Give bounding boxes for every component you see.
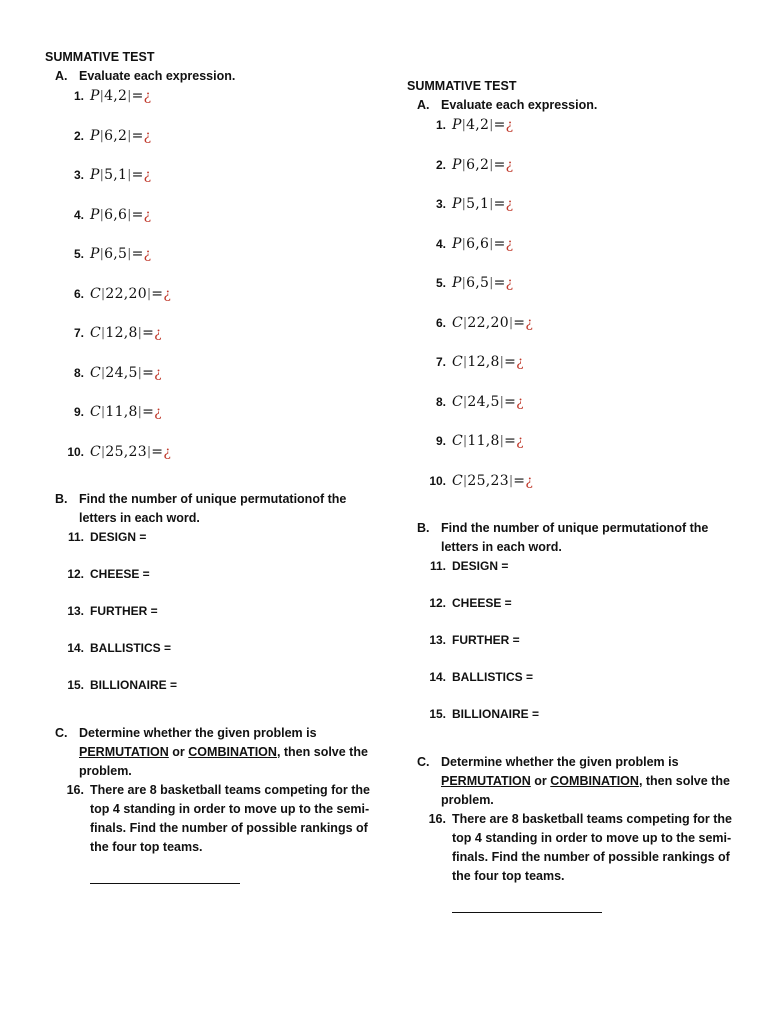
keyword-permutation: PERMUTATION	[79, 744, 169, 759]
expression-arguments: 22,20	[105, 285, 147, 302]
section-b-instruction: Find the number of unique permutationof the letters in each word.	[79, 491, 347, 525]
function-symbol: P	[90, 246, 100, 262]
word-item	[407, 594, 737, 612]
expression-arguments: 22,20	[467, 314, 509, 331]
right-bracket: |	[127, 206, 132, 221]
expression	[90, 88, 151, 104]
item-number: 14.	[429, 669, 446, 684]
expression-item	[407, 194, 737, 214]
word-text: FURTHER =	[452, 632, 520, 647]
function-symbol: C	[90, 443, 102, 460]
expression-item	[45, 442, 375, 462]
right-bracket: |	[499, 354, 505, 368]
word-text: BALLISTICS =	[90, 640, 172, 655]
right-bracket: |	[489, 117, 494, 131]
answer-placeholder: ¿	[505, 196, 514, 212]
item-number: 15.	[67, 677, 84, 692]
equals-sign: =	[504, 433, 517, 449]
answer-placeholder: ¿	[516, 393, 524, 410]
expression-item	[407, 115, 737, 135]
expression-item	[45, 363, 375, 383]
left-bracket: |	[101, 325, 106, 339]
answer-line	[452, 912, 602, 913]
expression	[90, 246, 151, 262]
section-c-pre: Determine whether the given problem is	[79, 725, 317, 740]
left-bracket: |	[463, 472, 468, 487]
expression-item	[407, 352, 737, 372]
left-bracket: |	[461, 156, 467, 171]
right-bracket: |	[499, 393, 505, 408]
item-number: 4.	[73, 207, 84, 222]
equals-sign: =	[493, 117, 506, 133]
expression-arguments: 4,2	[466, 117, 490, 133]
test-title: SUMMATIVE TEST	[45, 50, 155, 64]
word-item	[45, 528, 375, 546]
word-item	[45, 565, 375, 583]
item-number: 5.	[435, 276, 446, 290]
item-number: 13.	[67, 603, 84, 618]
section-c-letter: C.	[417, 754, 430, 769]
section-b-letter: B.	[417, 520, 430, 535]
section-b-instruction: Find the number of unique permutationof the letters in each word.	[441, 520, 709, 554]
function-symbol: C	[452, 472, 464, 489]
expression-arguments: 6,5	[104, 246, 128, 262]
right-bracket: |	[489, 235, 494, 250]
equals-sign: =	[131, 206, 144, 223]
section-c-post: , then solve the problem.	[79, 744, 368, 778]
function-symbol: C	[452, 354, 464, 370]
left-bracket: |	[99, 167, 105, 181]
function-symbol: C	[90, 364, 102, 381]
expression	[452, 275, 513, 291]
answer-placeholder: ¿	[525, 314, 534, 331]
right-bracket: |	[127, 88, 132, 102]
expression-arguments: 24,5	[467, 393, 500, 410]
word-text: CHEESE =	[452, 595, 512, 610]
item-number: 9.	[435, 434, 446, 448]
answer-placeholder: ¿	[143, 127, 152, 144]
expression-item	[407, 392, 737, 412]
answer-placeholder: ¿	[154, 364, 162, 381]
section-a-items	[45, 86, 375, 462]
expression-item	[407, 471, 737, 491]
test-copy-left	[45, 47, 375, 884]
equals-sign: =	[142, 325, 155, 341]
answer-placeholder: ¿	[143, 246, 152, 262]
right-bracket: |	[489, 156, 494, 171]
word-text: BILLIONAIRE =	[452, 706, 540, 721]
item-number: 12.	[67, 566, 84, 581]
answer-placeholder: ¿	[505, 235, 514, 252]
answer-placeholder: ¿	[163, 443, 172, 460]
word-item	[45, 639, 375, 657]
keyword-permutation: PERMUTATION	[441, 773, 531, 788]
item-number: 13.	[429, 632, 446, 647]
function-symbol: C	[452, 314, 464, 331]
answer-line	[90, 883, 240, 884]
item-number: 9.	[73, 405, 84, 419]
expression	[452, 196, 513, 212]
section-c-letter: C.	[55, 725, 68, 740]
expression-arguments: 12,8	[467, 354, 500, 370]
right-bracket: |	[489, 275, 494, 289]
expression-arguments: 4,2	[104, 88, 128, 104]
left-bracket: |	[101, 404, 106, 418]
answer-placeholder: ¿	[154, 325, 162, 341]
function-symbol: P	[452, 275, 462, 291]
word-item	[407, 668, 737, 686]
right-bracket: |	[508, 314, 514, 329]
expression-item	[45, 402, 375, 422]
expression-item	[407, 273, 737, 293]
equals-sign: =	[493, 275, 506, 291]
answer-placeholder: ¿	[143, 206, 152, 223]
left-bracket: |	[101, 364, 106, 379]
word-item	[45, 676, 375, 694]
expression	[452, 394, 524, 410]
right-bracket: |	[127, 127, 132, 142]
item-number: 6.	[435, 315, 446, 330]
expression-item	[45, 205, 375, 225]
section-a-items	[407, 115, 737, 491]
section-a-instruction: Evaluate each expression.	[441, 98, 598, 112]
expression-arguments: 6,5	[466, 275, 490, 291]
equals-sign: =	[493, 196, 506, 212]
expression	[90, 444, 171, 460]
item-number: 14.	[67, 640, 84, 655]
word-text: BALLISTICS =	[452, 669, 534, 684]
equals-sign: =	[151, 285, 164, 302]
left-bracket: |	[461, 117, 467, 131]
equals-sign: =	[131, 88, 144, 104]
expression	[452, 315, 533, 331]
expression	[90, 207, 151, 223]
answer-placeholder: ¿	[516, 354, 524, 370]
keyword-combination: COMBINATION	[188, 744, 277, 759]
left-bracket: |	[461, 235, 467, 250]
test-title: SUMMATIVE TEST	[407, 79, 517, 93]
answer-placeholder: ¿	[505, 275, 514, 291]
expression-arguments: 6,6	[104, 206, 128, 223]
left-bracket: |	[99, 88, 105, 102]
item-number: 5.	[73, 247, 84, 261]
problem-16	[407, 810, 737, 886]
function-symbol: P	[452, 156, 462, 173]
expression-arguments: 5,1	[466, 196, 490, 212]
expression-item	[45, 86, 375, 106]
item-number: 8.	[73, 365, 84, 380]
section-b-items	[407, 557, 737, 723]
item-number: 2.	[435, 157, 446, 172]
equals-sign: =	[493, 156, 506, 173]
left-bracket: |	[463, 314, 468, 329]
problem-text: There are 8 basketball teams competing for the top 4 standing in order to move up to the semi-finals. Find the number of possible rankings of the four top teams.	[452, 811, 732, 883]
function-symbol: P	[90, 88, 100, 104]
item-number: 11.	[429, 558, 446, 573]
right-bracket: |	[146, 443, 152, 458]
left-bracket: |	[461, 196, 467, 210]
item-number: 3.	[73, 168, 84, 182]
item-number: 4.	[435, 236, 446, 251]
section-a-heading	[45, 67, 375, 86]
left-bracket: |	[461, 275, 467, 289]
left-bracket: |	[463, 393, 468, 408]
equals-sign: =	[142, 404, 155, 420]
word-item	[407, 631, 737, 649]
expression	[452, 236, 513, 252]
expression	[90, 325, 162, 341]
left-bracket: |	[101, 443, 106, 458]
answer-placeholder: ¿	[505, 156, 514, 173]
word-text: DESIGN =	[90, 529, 147, 544]
section-a-instruction: Evaluate each expression.	[79, 69, 236, 83]
section-c-heading	[45, 724, 375, 781]
problem-text: There are 8 basketball teams competing for the top 4 standing in order to move up to the semi-finals. Find the number of possible rankings of the four top teams.	[90, 782, 370, 854]
left-bracket: |	[463, 433, 468, 447]
word-item	[407, 705, 737, 723]
item-number: 1.	[435, 118, 446, 132]
function-symbol: C	[90, 404, 102, 420]
word-item	[45, 602, 375, 620]
item-number: 11.	[67, 529, 84, 544]
expression-arguments: 11,8	[105, 404, 138, 420]
function-symbol: P	[90, 167, 100, 183]
function-symbol: P	[452, 235, 462, 252]
left-bracket: |	[101, 285, 106, 300]
item-number: 2.	[73, 128, 84, 143]
expression-item	[407, 313, 737, 333]
equals-sign: =	[131, 127, 144, 144]
item-number: 10.	[67, 444, 84, 459]
left-bracket: |	[99, 127, 105, 142]
expression	[452, 157, 513, 173]
section-b-heading	[45, 490, 375, 528]
expression-item	[407, 431, 737, 451]
word-text: CHEESE =	[90, 566, 150, 581]
right-bracket: |	[508, 472, 514, 487]
answer-placeholder: ¿	[143, 88, 152, 104]
expression-item	[45, 126, 375, 146]
right-bracket: |	[137, 325, 143, 339]
expression	[90, 167, 151, 183]
function-symbol: P	[452, 117, 462, 133]
answer-placeholder: ¿	[516, 433, 524, 449]
test-copy-right	[407, 76, 737, 913]
equals-sign: =	[504, 393, 517, 410]
answer-placeholder: ¿	[525, 472, 534, 489]
item-number: 7.	[73, 326, 84, 340]
expression-item	[45, 244, 375, 264]
equals-sign: =	[131, 246, 144, 262]
function-symbol: C	[452, 433, 464, 449]
equals-sign: =	[131, 167, 144, 183]
expression-item	[45, 284, 375, 304]
answer-placeholder: ¿	[505, 117, 514, 133]
word-item	[407, 557, 737, 575]
section-a-letter: A.	[417, 98, 430, 112]
right-bracket: |	[499, 433, 505, 447]
expression	[452, 117, 513, 133]
keyword-combination: COMBINATION	[550, 773, 639, 788]
expression	[452, 473, 533, 489]
word-text: BILLIONAIRE =	[90, 677, 178, 692]
answer-placeholder: ¿	[163, 285, 172, 302]
answer-placeholder: ¿	[143, 167, 152, 183]
expression-arguments: 6,6	[466, 235, 490, 252]
expression-arguments: 6,2	[104, 127, 128, 144]
item-number: 8.	[435, 394, 446, 409]
equals-sign: =	[513, 314, 526, 331]
expression	[90, 128, 151, 144]
equals-sign: =	[513, 472, 526, 489]
expression	[90, 286, 171, 302]
equals-sign: =	[493, 235, 506, 252]
section-c-instruction	[441, 753, 737, 810]
expression	[452, 354, 524, 370]
section-c-instruction	[79, 724, 375, 781]
problem-number: 16.	[66, 782, 84, 797]
item-number: 15.	[429, 706, 446, 721]
expression-item	[407, 155, 737, 175]
expression-arguments: 12,8	[105, 325, 138, 341]
expression-arguments: 5,1	[104, 167, 128, 183]
expression	[90, 404, 162, 420]
expression-item	[407, 234, 737, 254]
item-number: 12.	[429, 595, 446, 610]
right-bracket: |	[127, 246, 132, 260]
function-symbol: C	[452, 393, 464, 410]
left-bracket: |	[463, 354, 468, 368]
section-c-heading	[407, 753, 737, 810]
function-symbol: C	[90, 325, 102, 341]
function-symbol: P	[90, 206, 100, 223]
item-number: 3.	[435, 197, 446, 211]
problem-number: 16.	[428, 811, 446, 826]
expression	[452, 433, 524, 449]
item-number: 10.	[429, 473, 446, 488]
item-number: 7.	[435, 355, 446, 369]
expression-arguments: 25,23	[467, 472, 509, 489]
section-b-heading	[407, 519, 737, 557]
right-bracket: |	[146, 285, 152, 300]
equals-sign: =	[142, 364, 155, 381]
word-text: DESIGN =	[452, 558, 509, 573]
left-bracket: |	[99, 246, 105, 260]
item-number: 1.	[73, 89, 84, 103]
section-c-or: or	[172, 744, 185, 759]
right-bracket: |	[127, 167, 132, 181]
expression-arguments: 11,8	[467, 433, 500, 449]
problem-16	[45, 781, 375, 857]
equals-sign: =	[151, 443, 164, 460]
section-b-letter: B.	[55, 491, 68, 506]
item-number: 6.	[73, 286, 84, 301]
function-symbol: P	[452, 196, 462, 212]
section-c-or: or	[534, 773, 547, 788]
expression-arguments: 24,5	[105, 364, 138, 381]
section-b-items	[45, 528, 375, 694]
equals-sign: =	[504, 354, 517, 370]
expression-arguments: 25,23	[105, 443, 147, 460]
section-a-letter: A.	[55, 69, 68, 83]
right-bracket: |	[137, 404, 143, 418]
right-bracket: |	[489, 196, 494, 210]
expression-item	[45, 165, 375, 185]
right-bracket: |	[137, 364, 143, 379]
section-a-heading	[407, 96, 737, 115]
left-bracket: |	[99, 206, 105, 221]
function-symbol: P	[90, 127, 100, 144]
expression-item	[45, 323, 375, 343]
function-symbol: C	[90, 285, 102, 302]
expression	[90, 365, 162, 381]
word-text: FURTHER =	[90, 603, 158, 618]
section-c-post: , then solve the problem.	[441, 773, 730, 807]
expression-arguments: 6,2	[466, 156, 490, 173]
answer-placeholder: ¿	[154, 404, 162, 420]
section-c-pre: Determine whether the given problem is	[441, 754, 679, 769]
